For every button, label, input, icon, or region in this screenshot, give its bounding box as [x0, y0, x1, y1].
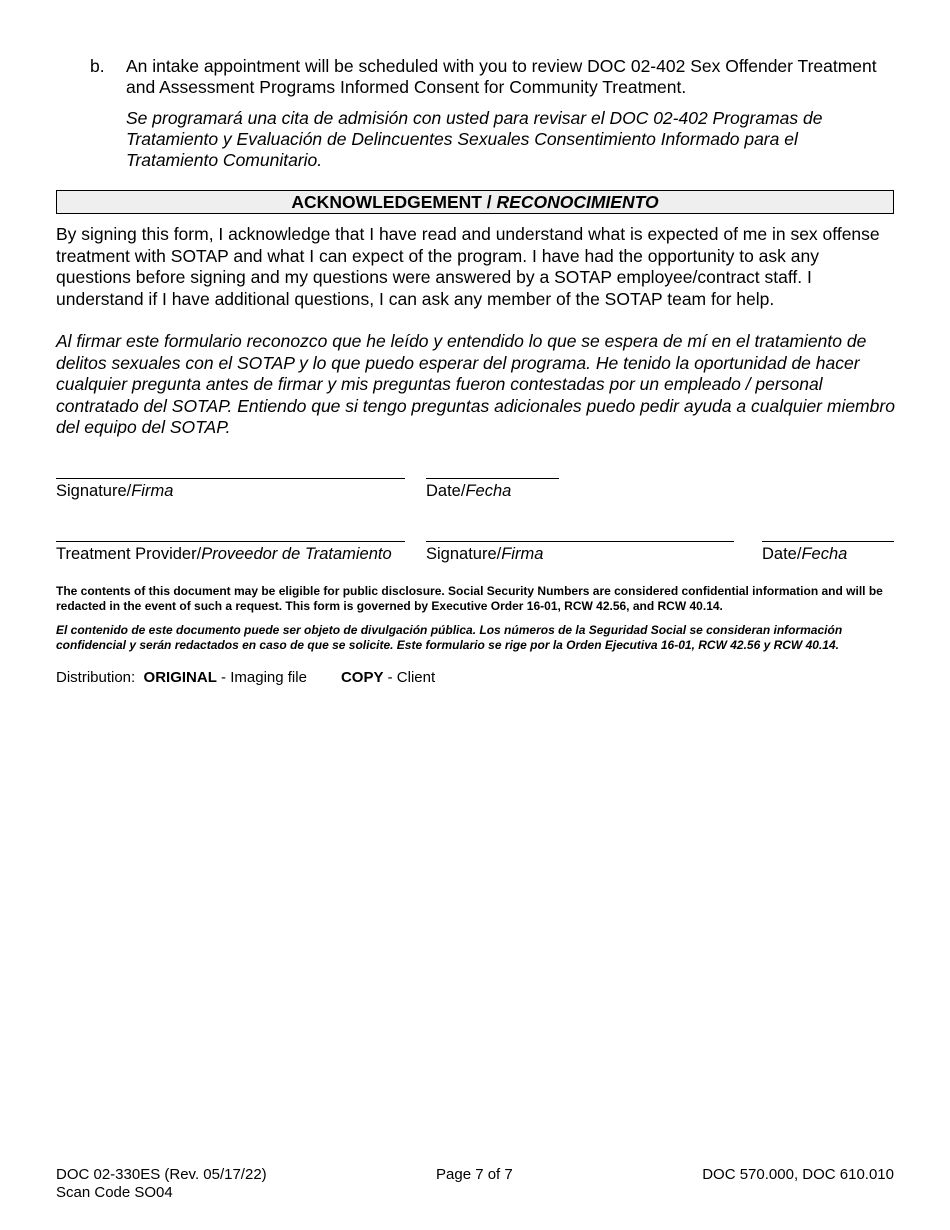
client-signature-label-en: Signature/ — [56, 482, 132, 500]
provider-signature-label-es: Firma — [501, 545, 544, 563]
disclosure-notice-es: El contenido de este documento puede ser objeto de divulgación pública. Los números de la Seguridad Social se consideran información confidencial y serán redactados en caso de que se solicite. Este formulario se rige por la Orden Ejecutiva 16-01, RCW 42.56 y RCW 40.14. — [56, 623, 843, 652]
provider-name-label-es: Proveedor de Tratamiento — [201, 545, 392, 563]
distribution-copy: COPY — [340, 669, 384, 686]
client-signature-label-es: Firma — [131, 482, 174, 500]
provider-signature-label — [426, 544, 543, 564]
disclosure-notice-en: The contents of this document may be eligible for public disclosure. Social Security Numbers are considered confidential information and will be redacted in the event of such a request. This form is governed by Executive Order 16-01, RCW 42.56, and RCW 40.14. — [56, 584, 883, 613]
acknowledgement-heading-en: ACKNOWLEDGEMENT / — [291, 192, 497, 212]
client-date-line[interactable] — [426, 478, 559, 479]
footer-scan-code: Scan Code SO04 — [56, 1184, 173, 1201]
client-date-label — [426, 481, 511, 501]
acknowledgement-heading-es: RECONOCIMIENTO — [496, 192, 659, 212]
footer-form-id: DOC 02-330ES (Rev. 05/17/22) — [56, 1166, 267, 1183]
client-signature-line[interactable] — [56, 478, 405, 479]
provider-date-line[interactable] — [762, 541, 894, 542]
distribution-line — [56, 668, 435, 688]
distribution-label: Distribution: — [56, 669, 136, 686]
provider-date-label-es: Fecha — [801, 545, 848, 563]
list-marker: b. — [90, 56, 105, 76]
distribution-original-dest: - Imaging file — [216, 669, 307, 686]
provider-name-line[interactable] — [56, 541, 405, 542]
distribution-original: ORIGINAL — [143, 669, 217, 686]
provider-date-label — [762, 544, 847, 564]
acknowledgement-heading — [56, 190, 894, 214]
client-signature-label — [56, 481, 173, 501]
provider-signature-line[interactable] — [426, 541, 734, 542]
list-item-b — [90, 56, 890, 171]
provider-signature-label-en: Signature/ — [426, 545, 502, 563]
footer-policies: DOC 570.000, DOC 610.010 — [702, 1166, 894, 1183]
provider-date-label-en: Date/ — [762, 545, 802, 563]
distribution-copy-dest: - Client — [383, 669, 436, 686]
acknowledgement-paragraph-en: By signing this form, I acknowledge that I have read and understand what is expected of me in sex offense treatment with SOTAP and what I can expect of the program. I have had the opportunity to ask any questions before signing and my questions were answered by a SOTAP employee/contract staff. I understand if I have additional questions, I can ask any member of the SOTAP team for help. — [56, 224, 880, 309]
list-item-text-es: Se programará una cita de admisión con usted para revisar el DOC 02-402 Programas de Tratamiento y Evaluación de Delincuentes Sexuales Consentimiento Informado para el Tratamiento Comunitario. — [126, 108, 823, 170]
provider-name-label — [56, 544, 392, 564]
list-item-text-en: An intake appointment will be scheduled with you to review DOC 02-402 Sex Offender Treatment and Assessment Programs Informed Consent for Community Treatment. — [126, 56, 877, 97]
client-date-label-en: Date/ — [426, 482, 466, 500]
acknowledgement-paragraph-es: Al firmar este formulario reconozco que he leído y entendido lo que se espera de mí en el tratamiento de delitos sexuales con el SOTAP y lo que puedo esperar del programa. He tenido la oportunidad de hacer cualquier pregunta antes de firmar y mis preguntas fueron contestadas por un empleado / personal contratado del SOTAP. Entiendo que si tengo preguntas adicionales puedo pedir ayuda a cualquier miembro del equipo del SOTAP. — [56, 331, 895, 437]
provider-name-label-en: Treatment Provider/ — [56, 545, 202, 563]
footer-page-number: Page 7 of 7 — [436, 1166, 513, 1183]
client-date-label-es: Fecha — [465, 482, 512, 500]
